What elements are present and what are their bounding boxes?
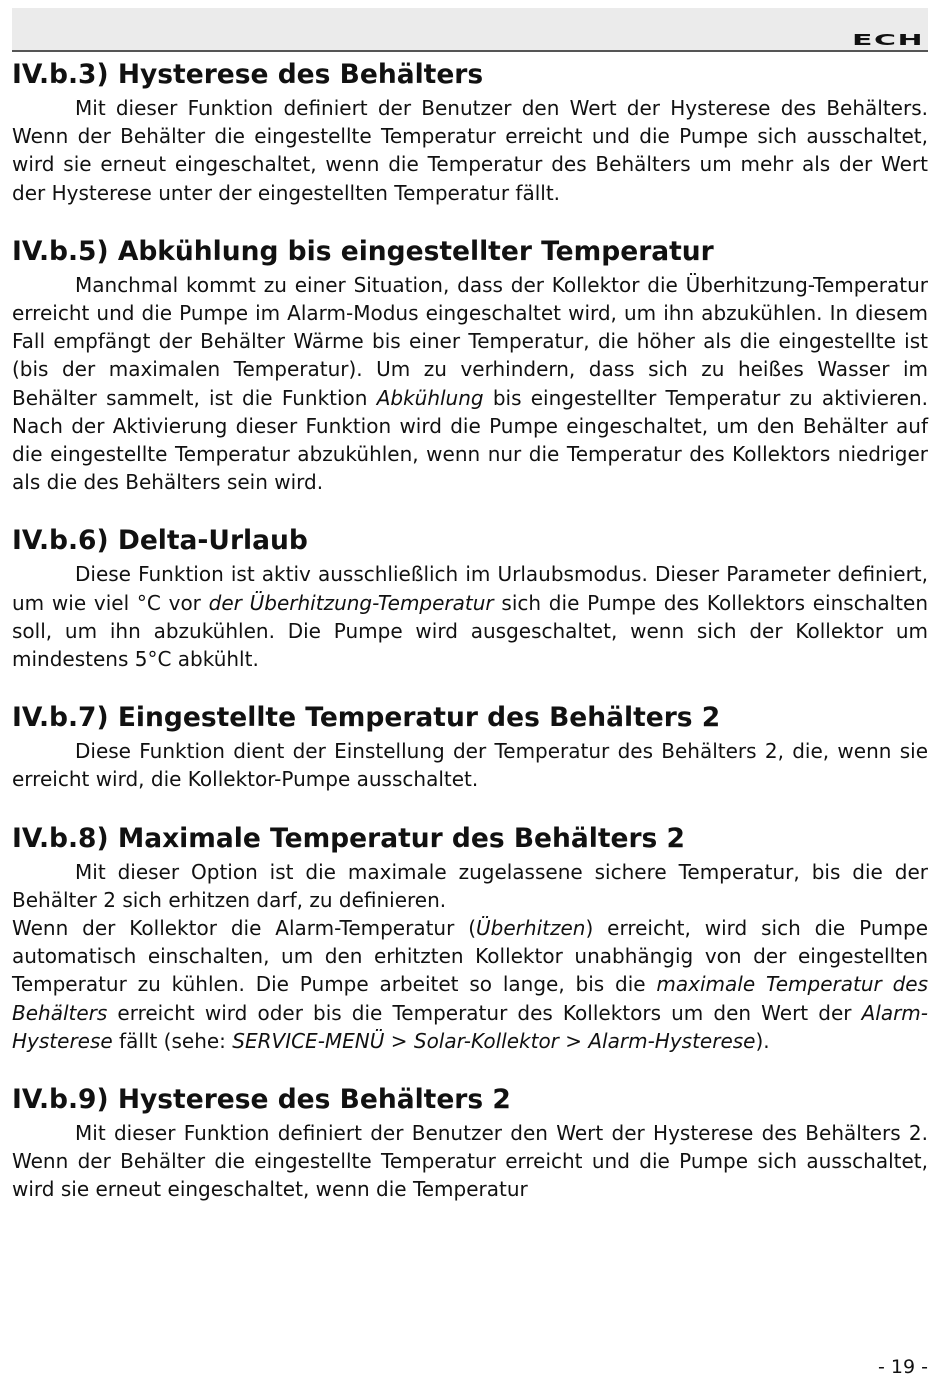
text-run: ) erreicht, wird sich die Pumpe automatisch einschalten, um den erhitzten Kollektor unabhängig von der eingestellten Temperatur zu kühlen. Die Pumpe arbeitet so lange, bis die bbox=[12, 916, 928, 997]
section-heading: IV.b.8) Maximale Temperatur des Behälters 2 bbox=[12, 822, 685, 854]
italic-term: der Überhitzung-Temperatur bbox=[208, 590, 494, 615]
italic-term: Alarm-Hysterese bbox=[12, 1000, 928, 1053]
text-run: Wenn der Kollektor die Alarm-Temperatur ( bbox=[12, 916, 477, 941]
section-paragraph: Diese Funktion dient der Einstellung der Temperatur des Behälters 2, die, wenn sie erreicht wird, die Kollektor-Pumpe ausschaltet. bbox=[12, 739, 928, 792]
italic-term: Abkühlung bbox=[376, 385, 484, 410]
ech-logo: ECH bbox=[851, 30, 924, 49]
section-paragraph: Mit dieser Funktion definiert der Benutzer den Wert der Hysterese des Behälters 2. Wenn der Behälter die eingestellte Temperatur erreicht und die Pumpe sich ausschaltet, wird sie erneut eingeschaltet, wenn die Temperatur bbox=[12, 1121, 928, 1202]
text-run: Manchmal kommt zu einer Situation, dass der Kollektor die Überhitzung-Temperatur erreicht und die Pumpe im Alarm-Modus eingeschaltet wird, um ihn abzukühlen. In diesem Fall empfängt der Behälter Wärme bis einer Temperatur, die höher als die eingestellte ist (bis der maximalen Temperatur). Um zu verhindern, dass sich zu heißes Wasser im Behälter sammelt, ist die Funktion bbox=[12, 272, 928, 410]
section-heading: IV.b.7) Eingestellte Temperatur des Behälters 2 bbox=[12, 702, 721, 734]
section-paragraph: Mit dieser Option ist die maximale zugelassene sichere Temperatur, bis die der Behälter 2 sich erhitzen darf, zu definieren. bbox=[12, 859, 928, 912]
section-eingestellte-temperatur-2 bbox=[12, 699, 928, 793]
section-heading: IV.b.5) Abkühlung bis eingestellter Temperatur bbox=[12, 235, 714, 267]
section-abkuehlung bbox=[12, 233, 928, 497]
section-paragraph bbox=[12, 914, 928, 1055]
section-paragraph bbox=[12, 271, 928, 497]
text-run: erreicht wird oder bis die Temperatur des Kollektors um den Wert der bbox=[107, 1000, 862, 1025]
section-paragraph bbox=[12, 560, 928, 673]
italic-menu-path: SERVICE-MENÜ > Solar-Kollektor > Alarm-Hysterese bbox=[232, 1028, 756, 1053]
document-body bbox=[12, 56, 928, 1230]
page-number: - 19 - bbox=[878, 1356, 928, 1378]
text-run: sich die Pumpe des Kollektors einschalten soll, um ihn abzukühlen. Die Pumpe wird ausgeschaltet, wenn sich der Kollektor um mindestens 5°C abkühlt. bbox=[12, 590, 929, 672]
section-hysterese-behaelter bbox=[12, 56, 928, 207]
italic-term: Überhitzen bbox=[476, 916, 586, 941]
text-run: Diese Funktion ist aktiv ausschließlich im Urlaubsmodus. Dieser Parameter definiert, um wie viel °C vor bbox=[12, 562, 928, 615]
section-maximale-temperatur-2 bbox=[12, 820, 928, 1055]
section-heading: IV.b.9) Hysterese des Behälters 2 bbox=[12, 1084, 511, 1116]
section-heading: IV.b.3) Hysterese des Behälters bbox=[12, 59, 484, 90]
text-run: fällt (sehe: bbox=[112, 1028, 233, 1053]
section-heading: IV.b.6) Delta-Urlaub bbox=[12, 525, 308, 557]
italic-term: maximale Temperatur des Behälters bbox=[12, 972, 928, 1025]
section-hysterese-behaelter-2 bbox=[12, 1081, 928, 1204]
section-paragraph: Mit dieser Funktion definiert der Benutzer den Wert der Hysterese des Behälters. Wenn der Behälter die eingestellte Temperatur erreicht und die Pumpe sich ausschaltet, wird sie erneut eingeschaltet, wenn die Temperatur des Behälters um mehr als der Wert der Hysterese unter der eingestellten Temperatur fällt. bbox=[12, 96, 928, 205]
page-header bbox=[12, 8, 928, 52]
text-run: ). bbox=[755, 1028, 770, 1053]
section-delta-urlaub bbox=[12, 522, 928, 673]
text-run: bis eingestellter Temperatur zu aktivieren. Nach der Aktivierung dieser Funktion wird die Pumpe eingeschaltet, um den Behälter auf die eingestellte Temperatur abzukühlen, wenn nur die Temperatur des Kollektors niedriger als die des Behälters sein wird. bbox=[12, 385, 928, 495]
